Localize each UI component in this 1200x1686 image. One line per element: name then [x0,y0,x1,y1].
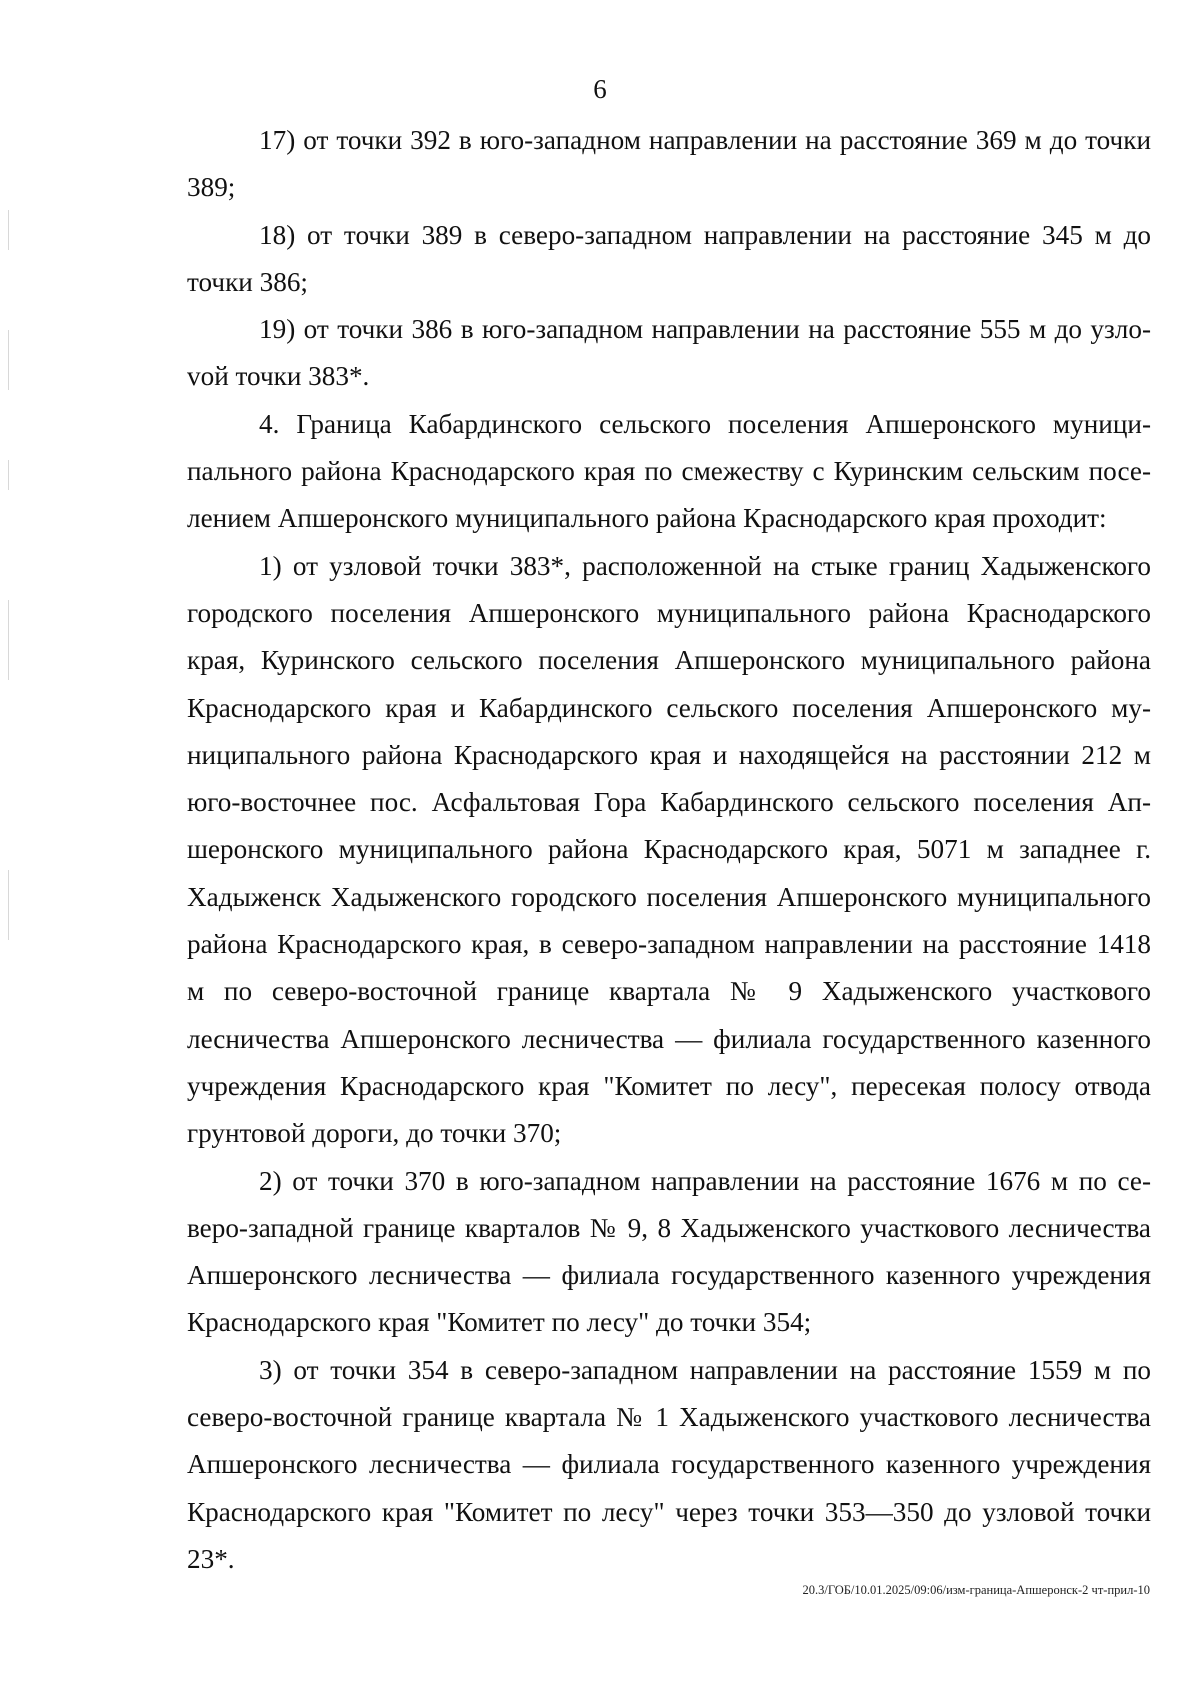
paragraph-item-17: 17) от точки 392 в юго-западном направлении на расстояние 369 м до точки 389; [187,125,1151,203]
document-footer-code: 20.3/ГОБ/10.01.2025/09:06/изм-граница-Апшеронск-2 чт-прил-10 [802,1583,1150,1597]
page-number: 6 [593,74,607,104]
paragraph-item-19: 19) от точки 386 в юго-западном направлении на расстояние 555 м до узлоvой точки 383*. [187,314,1151,392]
paragraph-section-4: 4. Граница Кабардинского сельского поселения Апшеронского муниципального района Краснодарского края по смежеству с Куринским сельским поселением Апшеронского муниципального района Краснодарского края проходит: [187,408,1151,534]
paragraph-item-1: 1) от узловой точки 383*, расположенной на стыке границ Хадыженского городского поселения Апшеронского муниципального района Краснодарского края, Куринского сельского поселения Апшеронского муниципального района Краснодарского края и Кабардинского сельского поселения Апшеронского муниципального района Краснодарского края и находящейся на расстоянии 212 м юго-восточнее пос. Асфальтовая Гора Кабардинского сельского поселения Апшеронского муниципального района Краснодарского края, 5071 м западнее г. Хадыженск Хадыженского городского поселения Апшеронского муниципального района Краснодарского края, в северо-западном направлении на расстояние 1418 м по северо-восточной границе квартала № 9 Хадыженского участкового лесничества Апшеронского лесничества — филиала государственного казенного учреждения Краснодарского края "Комитет по лесу", пересекая полосу отвода грунтовой дороги, до точки 370; [187,550,1151,1149]
document-body [187,117,1151,1583]
paragraph-item-3: 3) от точки 354 в северо-западном направлении на расстояние 1559 м по северо-восточной границе квартала № 1 Хадыженского участкового лесничества Апшеронского лесничества — филиала государственного казенного учреждения Краснодарского края "Комитет по лесу" через точки 353—350 до узловой точки 23*. [187,1354,1151,1574]
paragraph-item-2: 2) от точки 370 в юго-западном направлении на расстояние 1676 м по северо-западной границе кварталов № 9, 8 Хадыженского участкового лесничества Апшеронского лесничества — филиала государственного казенного учреждения Краснодарского края "Комитет по лесу" до точки 354; [187,1165,1151,1338]
scan-margin-marks [0,0,30,1686]
paragraph-item-18: 18) от точки 389 в северо-западном направлении на расстояние 345 м до точки 386; [187,219,1151,297]
